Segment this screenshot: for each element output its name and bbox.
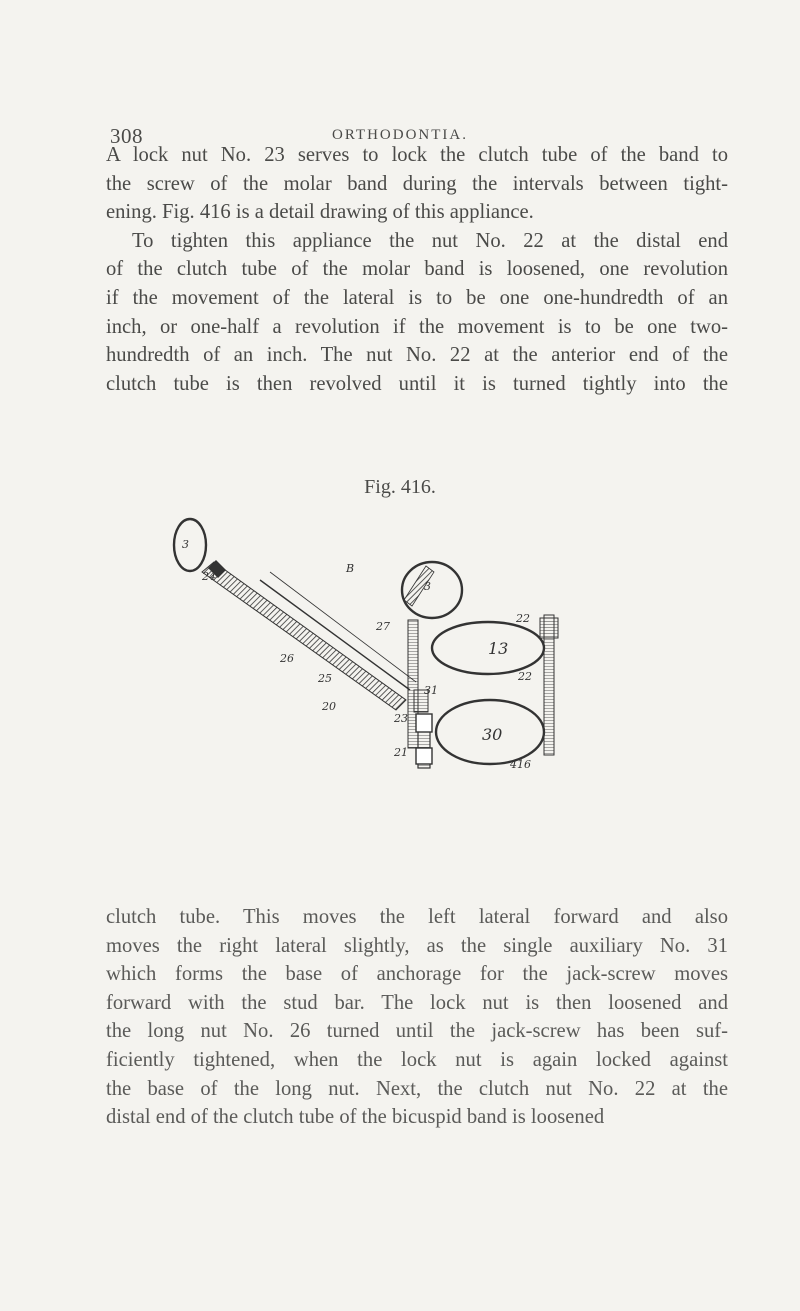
figure-caption: Fig. 416. (364, 476, 436, 498)
right-tube-nut-top (540, 618, 558, 638)
label-27: 27 (376, 620, 390, 633)
label-3b: 3 (424, 580, 431, 593)
top-text-block (106, 141, 728, 398)
label-13: 13 (488, 639, 509, 658)
label-24: 24 (202, 570, 216, 583)
appliance-figure (170, 510, 590, 770)
running-title: ORTHODONTIA. (331, 127, 468, 143)
appliance-drawing (170, 510, 590, 770)
nut-22-lower (416, 748, 432, 764)
label-20: 20 (322, 700, 336, 713)
text-line: if the movement of the lateral is to be one one-hundredth of an (106, 286, 728, 309)
text-line: clutch tube. This moves the left lateral forward and also (106, 906, 728, 928)
text-line: the base of the long nut. Next, the clutch nut No. 22 at the (106, 1077, 728, 1100)
text-line: ening. Fig. 416 is a detail drawing of this appliance. (106, 201, 534, 224)
label-21: 21 (394, 746, 408, 759)
label-22a: 23 (394, 712, 408, 725)
label-30: 30 (482, 725, 503, 744)
text-line: the screw of the molar band during the intervals between tight- (106, 172, 728, 195)
label-22b: 22 (516, 612, 530, 625)
label-416: 416 (510, 758, 531, 770)
label-22c: 22 (518, 670, 532, 683)
text-line: A lock nut No. 23 serves to lock the clutch tube of the band to (106, 144, 728, 166)
text-line: forward with the stud bar. The lock nut is then loosened and (106, 991, 728, 1014)
text-line: moves the right lateral slightly, as the single auxiliary No. 31 (106, 934, 728, 957)
text-line: hundredth of an inch. The nut No. 22 at the anterior end of the (106, 344, 728, 367)
text-line: distal end of the clutch tube of the bicuspid band is loosened (106, 1106, 605, 1129)
label-3a: 3 (182, 538, 189, 551)
label-31: 31 (424, 684, 438, 697)
jack-screw (202, 562, 406, 710)
page-number: 308 (110, 124, 143, 148)
text-line: which forms the base of anchorage for the jack-screw moves (106, 963, 728, 986)
text-line: clutch tube is then revolved until it is turned tightly into the (106, 372, 728, 395)
nut-22-upper (416, 714, 432, 732)
bottom-text-block (106, 903, 728, 1132)
diagonal-rod (260, 580, 410, 690)
label-26a: 26 (280, 652, 294, 665)
text-line: inch, or one-half a revolution if the movement is to be one two- (106, 315, 728, 338)
text-line: To tighten this appliance the nut No. 22 at the distal end (132, 229, 728, 252)
text-line: ficiently tightened, when the lock nut is again locked against (106, 1048, 728, 1071)
left-band-ring (174, 519, 206, 571)
paragraph-1 (106, 141, 728, 227)
label-25: 25 (318, 672, 332, 685)
text-line: the long nut No. 26 turned until the jack-screw has been suf- (106, 1020, 728, 1043)
label-b: B (346, 562, 355, 575)
text-line: of the clutch tube of the molar band is loosened, one revolution (106, 258, 728, 281)
paragraph-2 (106, 227, 728, 399)
